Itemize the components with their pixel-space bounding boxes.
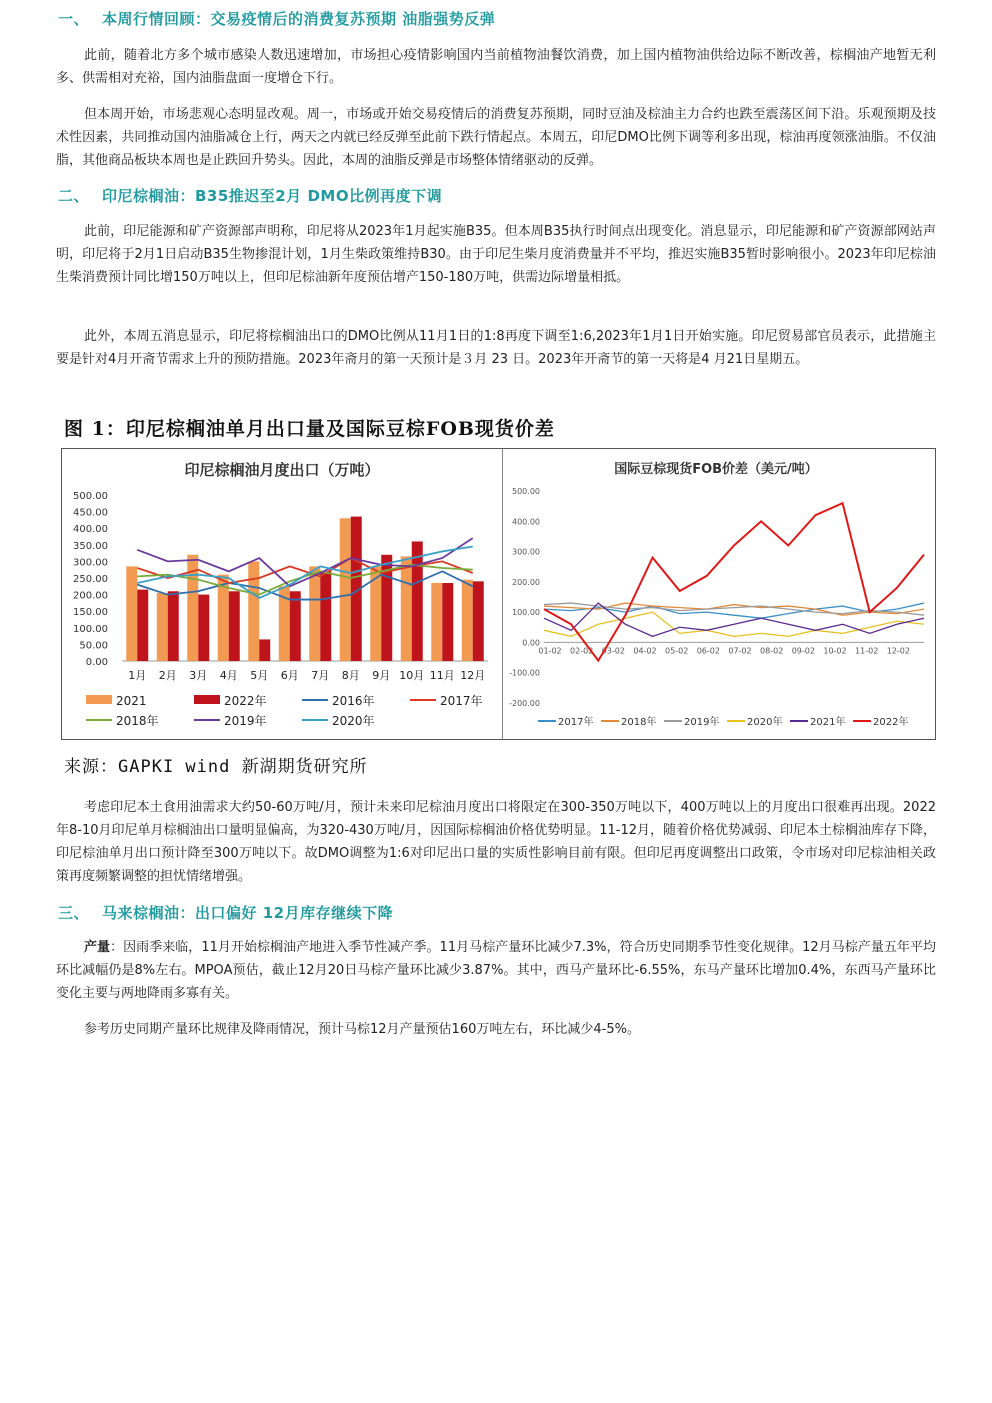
bar-2022年 — [412, 541, 423, 661]
legend-label: 2021年 — [810, 717, 846, 728]
legend-label: 2018年 — [116, 714, 159, 728]
paragraph-2: 但本周开始，市场悲观心态明显改观。周一，市场或开始交易疫情后的消费复苏预期，同时豆油及棕油主力合约也跌至震荡区间下沿。乐观预期及技术性因素，共同推动国内油脂减仓上行，两天之内就已经反弹至此前下跌行情起点。本周五，印尼DMO比例下调等利多出现，棕油再度领涨油脂。不仅油脂，其他商品板块本周也是止跌回升势头。因此，本周的油脂反弹是市场整体情绪驱动的反弹。 — [56, 107, 936, 168]
x-tick-label: 5月 — [250, 669, 269, 682]
y-tick-label: 50.00 — [79, 640, 108, 652]
x-tick-label: 10月 — [399, 669, 425, 682]
bar-2021 — [462, 580, 473, 661]
legend-label: 2021 — [116, 694, 147, 708]
legend-label: 2018年 — [621, 717, 657, 728]
x-tick-label: 8月 — [341, 669, 360, 682]
x-tick-label: 3月 — [189, 669, 208, 682]
y-tick-label: 400.00 — [512, 517, 540, 527]
section-heading-2 — [58, 185, 442, 206]
y-tick-label: -200.00 — [509, 699, 540, 708]
bar-2022年 — [198, 595, 209, 661]
bar-2022年 — [320, 571, 331, 661]
legend-label: 2019年 — [684, 717, 720, 728]
x-tick-label: 05-02 — [665, 646, 689, 656]
section-number: 二、 — [58, 187, 90, 205]
section-number: 三、 — [58, 904, 90, 922]
x-tick-label: 07-02 — [728, 646, 752, 656]
x-tick-label: 6月 — [280, 669, 299, 682]
x-tick-label: 06-02 — [696, 646, 720, 656]
bar-2022年 — [290, 591, 301, 661]
y-tick-label: 250.00 — [73, 574, 108, 585]
y-tick-label: 150.00 — [73, 607, 108, 619]
x-tick-label: 7月 — [311, 669, 330, 682]
spread-line-chart — [504, 451, 932, 735]
chart-title: 国际豆棕现货FOB价差（美元/吨） — [614, 462, 818, 477]
figure-title: 图 1：印尼棕榈油单月出口量及国际豆棕FOB现货价差 — [64, 418, 555, 440]
paragraph-5: 考虑印尼本土食用油需求大约50-60万吨/月，预计未来印尼棕油月度出口将限定在300-350万吨以下，400万吨以上的月度出口很难再出现。2022年8-10月印尼单月棕榈油出口量明显偏高，为320-430万吨/月，因国际棕榈油价格优势明显。11-12月，随着价格优势减弱、印尼本土棕榈油库存下降，印尼棕油单月出口预计降至300万吨以下。故DMO调整为1:6对印尼出口量的实质性影响目前有限。但印尼再度调整出口政策，令市场对印尼棕油相关政策再度频繁调整的担忧情绪增强。 — [56, 800, 936, 884]
section-number: 一、 — [58, 10, 90, 28]
spread-chart-svg — [504, 451, 932, 735]
paragraph-4: 此外，本周五消息显示，印尼将棕榈油出口的DMO比例从11月1日的1:8再度下调至1:6,2023年1月1日开始实施。印尼贸易部官员表示，此措施主要是针对4月开斋节需求上升的预防措施。2023年斋月的第一天预计是３月 23 日。2023年开斋节的第一天将是4 月21日星期五。 — [56, 329, 936, 367]
legend-label: 2022年 — [873, 717, 909, 728]
bar-2022年 — [473, 581, 484, 661]
y-tick-label: 300.00 — [512, 547, 540, 557]
x-tick-label: 03-02 — [601, 646, 625, 656]
bar-2021 — [309, 566, 320, 661]
panel-divider — [502, 449, 503, 739]
section-title: 本周行情回顾：交易疫情后的消费复苏预期 油脂强势反弹 — [102, 10, 496, 28]
bar-2021 — [431, 583, 442, 661]
bar-2021 — [340, 518, 351, 661]
x-tick-label: 4月 — [219, 669, 238, 682]
bar-2022年 — [168, 591, 179, 661]
x-tick-label: 08-02 — [760, 646, 784, 656]
y-tick-label: 350.00 — [73, 540, 108, 552]
x-tick-label: 02-02 — [570, 646, 594, 656]
bar-2022年 — [259, 639, 270, 661]
paragraph-7: 参考历史同期产量环比规律及降雨情况，预计马棕12月产量预估160万吨左右，环比减少4-5%。 — [84, 1022, 640, 1037]
y-tick-label: 100.00 — [512, 608, 540, 618]
bar-2021 — [401, 556, 412, 661]
x-tick-label: 9月 — [372, 669, 391, 682]
paragraph-1: 此前，随着北方多个城市感染人数迅速增加，市场担心疫情影响国内当前植物油餐饮消费，加上国内植物油供给边际不断改善，棕榈油产地暂无利多、供需相对充裕，国内油脂盘面一度增仓下行。 — [56, 48, 936, 86]
y-tick-label: 500.00 — [73, 491, 108, 502]
y-tick-label: 500.00 — [512, 487, 540, 496]
y-tick-label: 400.00 — [73, 524, 108, 536]
bar-2022年 — [442, 583, 453, 661]
figure-source: 来源：GAPKI wind 新湖期货研究所 — [64, 757, 368, 777]
legend-label: 2017年 — [440, 694, 483, 708]
x-tick-label: 01-02 — [538, 646, 562, 656]
section-title: 马来棕榈油：出口偏好 12月库存继续下降 — [102, 904, 394, 922]
y-tick-label: 200.00 — [73, 590, 108, 602]
bold-label: 产量 — [84, 940, 111, 955]
bar-2021 — [126, 566, 137, 661]
legend-label: 2019年 — [224, 714, 267, 728]
x-tick-label: 11月 — [429, 669, 455, 682]
section-title: 印尼棕榈油：B35推迟至2月 DMO比例再度下调 — [102, 187, 443, 205]
legend-label: 2020年 — [332, 714, 375, 728]
section-heading-1 — [58, 8, 495, 29]
x-tick-label: 10-02 — [823, 646, 847, 656]
figure-frame — [61, 448, 936, 740]
export-bar-chart — [64, 451, 500, 735]
x-tick-label: 1月 — [128, 669, 147, 682]
x-tick-label: 11-02 — [855, 646, 879, 656]
y-tick-label: 0.00 — [85, 657, 108, 668]
bar-2021 — [248, 561, 259, 661]
y-tick-label: 200.00 — [512, 577, 540, 587]
bar-2021 — [157, 593, 168, 661]
legend-swatch — [194, 695, 220, 704]
bar-2022年 — [229, 591, 240, 661]
y-tick-label: 0.00 — [522, 638, 540, 648]
legend-label: 2017年 — [558, 717, 594, 728]
legend-label: 2022年 — [224, 694, 267, 708]
legend-label: 2020年 — [747, 717, 783, 728]
paragraph-6 — [56, 936, 936, 1005]
x-tick-label: 09-02 — [791, 646, 815, 656]
y-tick-label: 450.00 — [73, 507, 108, 519]
y-tick-label: 300.00 — [73, 557, 108, 569]
x-tick-label: 04-02 — [633, 646, 657, 656]
bar-2022年 — [137, 590, 148, 661]
legend-swatch — [86, 695, 112, 704]
y-tick-label: 100.00 — [73, 623, 108, 635]
x-tick-label: 12月 — [460, 669, 486, 682]
export-chart-svg — [64, 451, 500, 735]
paragraph-text: ：因雨季来临，11月开始棕榈油产地进入季节性减产季。11月马棕产量环比减少7.3%，符合历史同期季节性变化规律。12月马棕产量五年平均环比减幅仍是8%左右。MPOA预估，截止12月20日马棕产量环比减少3.87%。其中，西马产量环比-6.55%，东马产量环比增加0.4%，东西马产量环比变化主要与两地降雨多寡有关。 — [56, 940, 936, 1001]
y-tick-label: -100.00 — [509, 668, 540, 678]
paragraph-3: 此前，印尼能源和矿产资源部声明称，印尼将从2023年1月起实施B35。但本周B35执行时间点出现变化。消息显示，印尼能源和矿产资源部网站声明，印尼将于2月1日启动B35生物掺混计划，1月生柴政策维持B30。由于印尼生柴月度消费量并不平均，推迟实施B35暂时影响很小。2023年印尼棕油生柴消费预计同比增150万吨以上，但印尼棕油新年度预估增产150-180万吨，供需边际增量相抵。 — [56, 224, 936, 285]
chart-title: 印尼棕榈油月度出口（万吨） — [184, 461, 380, 479]
x-tick-label: 12-02 — [886, 646, 910, 656]
section-heading-3 — [58, 902, 393, 923]
legend-label: 2016年 — [332, 694, 375, 708]
x-tick-label: 2月 — [158, 669, 177, 682]
